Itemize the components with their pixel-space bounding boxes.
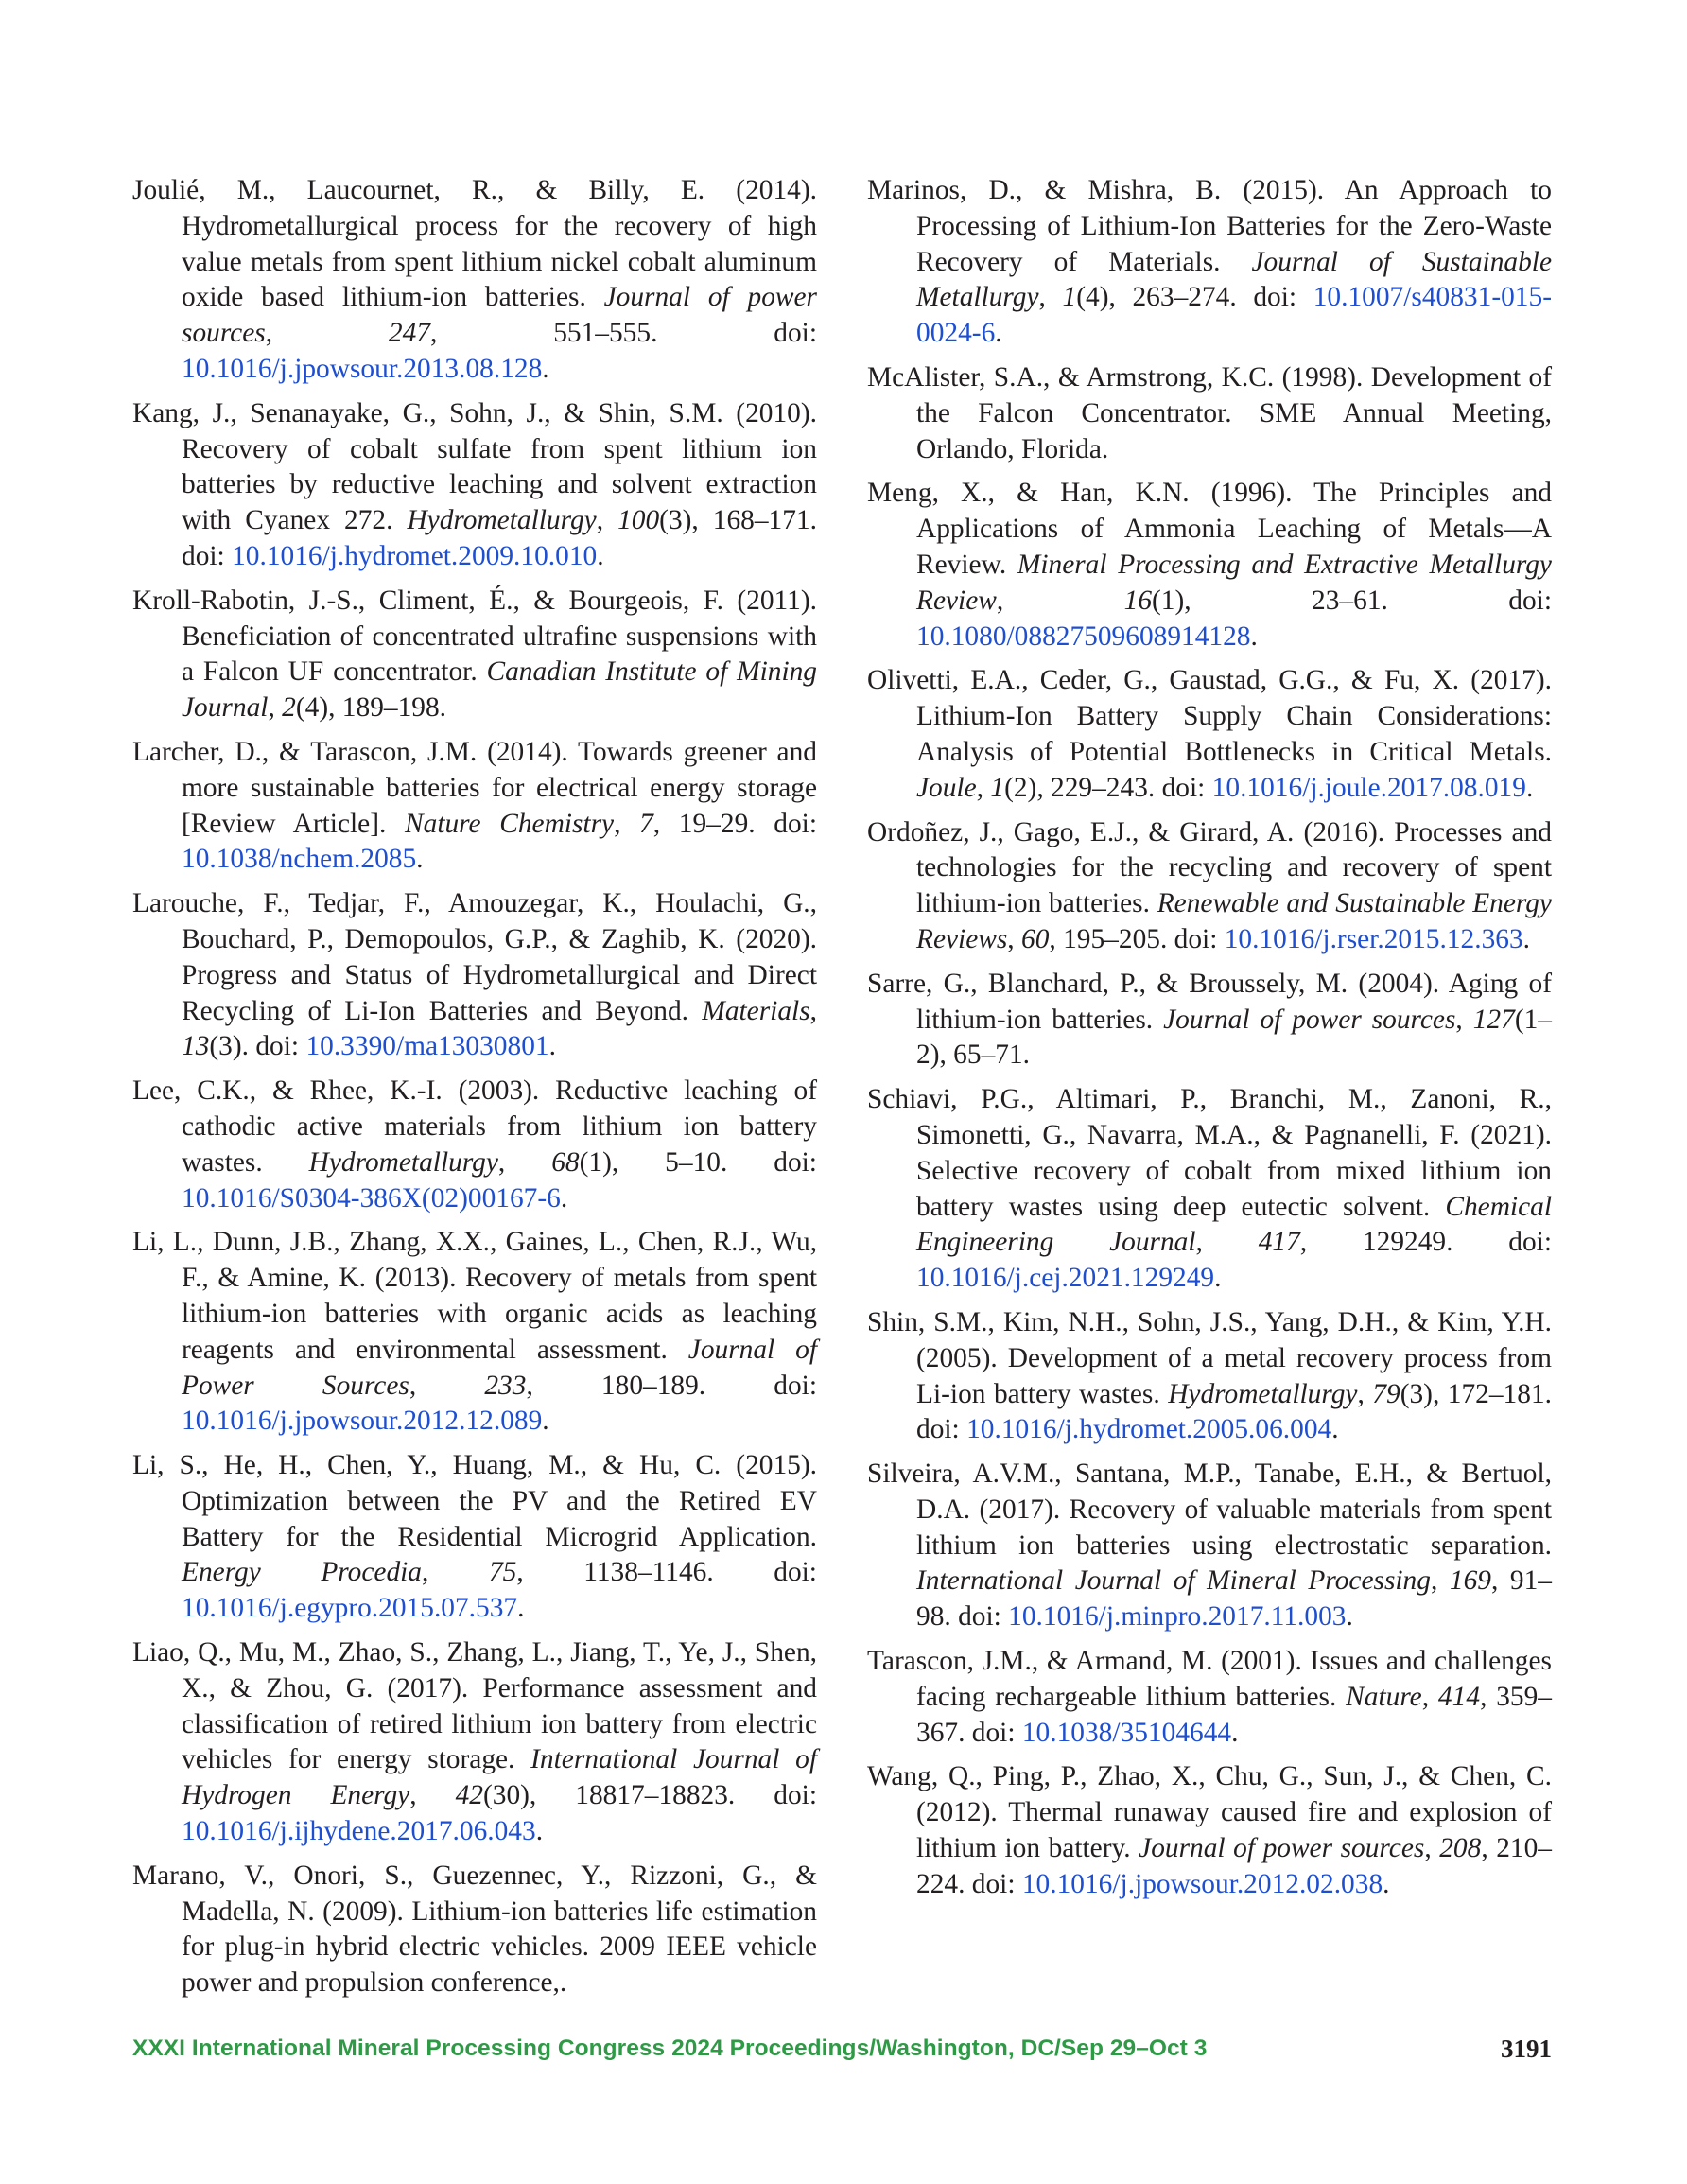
reference-text: Kroll-Rabotin, J.-S., Climent, É., & Bourgeois, F. (2011). Beneficiation of concentrated ultrafine suspensions with a Falcon UF concentrator.	[132, 585, 817, 688]
reference-end: .	[416, 844, 424, 875]
reference-entry	[867, 815, 1552, 958]
reference-end: .	[1331, 1414, 1339, 1445]
reference-end: .	[1525, 772, 1534, 803]
reference-entry	[132, 396, 817, 575]
reference-entry	[867, 476, 1552, 655]
reference-text: Ordoñez, J., Gago, E.J., & Girard, A. (2016). Processes and technologies for the recycling and recovery of spent lithium-ion batteries.	[867, 816, 1552, 919]
reference-entry	[867, 1644, 1552, 1751]
reference-end: .	[995, 318, 1002, 349]
reference-text: Meng, X., & Han, K.N. (1996). The Principles and Applications of Ammonia Leaching of Metals—A Review.	[867, 478, 1552, 580]
reference-text: Larcher, D., & Tarascon, J.M. (2014). Towards greener and more sustainable batteries for electrical energy storage [Review Article].	[132, 736, 817, 839]
reference-volume: 414	[1437, 1681, 1481, 1712]
doi-link[interactable]: 10.1016/j.minpro.2017.11.003	[1008, 1601, 1347, 1633]
reference-end: .	[1383, 1868, 1390, 1899]
reference-details: , 359–367. doi:	[916, 1681, 1552, 1748]
reference-entry	[867, 1082, 1552, 1297]
doi-link[interactable]: 10.1016/j.cej.2021.129249	[916, 1263, 1215, 1294]
reference-entry	[867, 967, 1552, 1074]
reference-end: .	[535, 1816, 544, 1847]
reference-volume: 7	[639, 808, 653, 839]
reference-separator: ,	[1357, 1378, 1373, 1409]
reference-journal: Journal of Sustainable Metallurgy	[916, 246, 1552, 313]
reference-text: Joulié, M., Laucournet, R., & Billy, E. (2014). Hydrometallurgical process for the recovery of high value metals from spent lithium nickel cobalt aluminum oxide based lithium-ion batteries.	[132, 175, 817, 313]
reference-end: .	[1346, 1601, 1353, 1633]
doi-link[interactable]: 10.1016/j.rser.2015.12.363	[1224, 923, 1523, 954]
reference-volume: 16	[1123, 585, 1153, 616]
references-right-column	[867, 173, 1552, 1912]
reference-details: , 180–189. doi:	[526, 1370, 818, 1401]
reference-details: (1), 5–10. doi:	[579, 1146, 817, 1178]
reference-details: (1), 23–61. doi:	[1152, 585, 1552, 616]
reference-volume: 100	[617, 505, 660, 536]
reference-journal: International Journal of Mineral Processing	[916, 1565, 1431, 1597]
reference-entry	[132, 886, 817, 1065]
reference-entry	[867, 173, 1552, 352]
doi-link[interactable]: 10.1016/j.ijhydene.2017.06.043	[182, 1816, 536, 1847]
reference-volume: 1	[990, 772, 1005, 803]
reference-details: (3). doi:	[209, 1031, 306, 1062]
reference-separator: ,	[409, 1780, 456, 1811]
reference-details: (4), 263–274. doi:	[1076, 282, 1313, 313]
reference-journal: Journal of power sources	[1139, 1833, 1425, 1864]
reference-entry	[132, 584, 817, 726]
reference-end: .	[1231, 1717, 1239, 1748]
reference-volume: 60	[1021, 923, 1050, 954]
reference-entry	[867, 1305, 1552, 1448]
doi-link[interactable]: 10.1080/08827509608914128	[916, 620, 1251, 652]
reference-separator: ,	[1421, 1681, 1438, 1712]
reference-text: Li, S., He, H., Chen, Y., Huang, M., & Hu, C. (2015). Optimization between the PV and the Retired EV Battery for the Residential Microgrid Application.	[132, 1450, 817, 1552]
doi-link[interactable]: 10.1038/35104644	[1021, 1717, 1232, 1748]
reference-separator: ,	[1195, 1227, 1259, 1258]
reference-journal: Energy Procedia	[182, 1557, 422, 1588]
doi-link[interactable]: 10.1016/j.joule.2017.08.019	[1211, 772, 1526, 803]
reference-journal: International Journal of Hydrogen Energy	[182, 1744, 817, 1811]
reference-end: .	[1250, 620, 1258, 652]
reference-separator: ,	[409, 1370, 485, 1401]
reference-volume: 169	[1449, 1565, 1491, 1597]
reference-separator: ,	[809, 995, 817, 1026]
reference-journal: Hydrometallurgy	[1168, 1378, 1358, 1409]
reference-text: Tarascon, J.M., & Armand, M. (2001). Issues and challenges facing rechargeable lithium batteries.	[867, 1646, 1552, 1712]
reference-entry	[132, 1635, 817, 1850]
reference-details: , 1138–1146. doi:	[516, 1557, 817, 1588]
reference-volume: 247	[388, 318, 430, 349]
reference-separator: ,	[422, 1557, 489, 1588]
reference-text: Larouche, F., Tedjar, F., Amouzegar, K., Houlachi, G., Bouchard, P., Demopoulos, G.P., & Zaghib, K. (2020). Progress and Status of Hydrometallurgical and Direct Recycling of Li-Ion Batteries and Beyond.	[132, 888, 817, 1026]
reference-text: Wang, Q., Ping, P., Zhao, X., Chu, G., Sun, J., & Chen, C. (2012). Thermal runaway caused fire and explosion of lithium ion battery.	[867, 1761, 1552, 1864]
reference-entry	[132, 735, 817, 878]
reference-separator: ,	[497, 1146, 552, 1178]
footer-conference-title: XXXI International Mineral Processing Congress 2024 Proceedings/Washington, DC/Sep 29–Oct 3	[132, 2035, 1208, 2061]
reference-separator: ,	[596, 505, 618, 536]
page-number: 3191	[1501, 2034, 1552, 2063]
reference-entry	[867, 1759, 1552, 1902]
reference-text: Olivetti, E.A., Ceder, G., Gaustad, G.G., & Fu, X. (2017). Lithium-Ion Battery Supply Chain Considerations: Analysis of Potential Bottlenecks in Critical Metals.	[867, 665, 1552, 767]
reference-journal: Materials	[702, 995, 810, 1026]
reference-entry	[132, 173, 817, 388]
reference-details: , 210–224. doi:	[916, 1833, 1552, 1899]
reference-details: , 19–29. doi:	[652, 808, 818, 839]
reference-volume: 42	[455, 1780, 483, 1811]
reference-details: (3), 168–171. doi:	[182, 505, 817, 571]
doi-link[interactable]: 10.1016/j.jpowsour.2013.08.128	[182, 353, 543, 384]
reference-details: , 129249. doi:	[1299, 1227, 1552, 1258]
reference-text: Marano, V., Onori, S., Guezennec, Y., Rizzoni, G., & Madella, N. (2009). Lithium-ion batteries life estimation for plug-in hybrid electric vehicles. 2009 IEEE vehicle power and propulsion conference,.	[132, 1860, 817, 1999]
reference-separator: ,	[1007, 923, 1021, 954]
reference-volume: 79	[1372, 1378, 1400, 1409]
reference-end: .	[597, 540, 604, 571]
reference-details: , 551–555. doi:	[430, 318, 817, 349]
doi-link[interactable]: 10.1016/j.jpowsour.2012.02.038	[1021, 1868, 1383, 1899]
reference-volume: 233	[484, 1370, 527, 1401]
reference-details: (30), 18817–18823. doi:	[482, 1780, 817, 1811]
reference-entry	[132, 1074, 817, 1216]
reference-volume: 68	[551, 1146, 580, 1178]
reference-journal: Journal of power sources	[1163, 1004, 1456, 1035]
reference-end: .	[548, 1031, 556, 1062]
reference-volume: 1	[1062, 282, 1077, 313]
reference-text: Lee, C.K., & Rhee, K.-I. (2003). Reductive leaching of cathodic active materials from lithium ion battery wastes.	[132, 1075, 817, 1178]
doi-link[interactable]: 10.1016/j.jpowsour.2012.12.089	[182, 1406, 543, 1437]
reference-journal: Nature	[1346, 1681, 1422, 1712]
reference-separator: ,	[1430, 1565, 1450, 1597]
reference-entry	[867, 1457, 1552, 1635]
reference-volume: 75	[488, 1557, 517, 1588]
doi-link[interactable]: 10.1016/j.hydromet.2005.06.004	[966, 1414, 1332, 1445]
doi-link[interactable]: 10.1038/nchem.2085	[182, 844, 417, 875]
doi-link[interactable]: 10.1007/s40831-015-0024-6	[916, 282, 1552, 349]
reference-text: Shin, S.M., Kim, N.H., Sohn, J.S., Yang, D.H., & Kim, Y.H. (2005). Development of a metal recovery process from Li-ion battery wastes.	[867, 1306, 1552, 1409]
reference-text: Sarre, G., Blanchard, P., & Broussely, M. (2004). Aging of lithium-ion batteries.	[867, 968, 1552, 1035]
reference-separator: ,	[1455, 1004, 1473, 1035]
reference-text: Kang, J., Senanayake, G., Sohn, J., & Shin, S.M. (2010). Recovery of cobalt sulfate from spent lithium ion batteries by reductive leaching and solvent extraction with Cyanex 272.	[132, 397, 817, 536]
reference-entry	[132, 1448, 817, 1627]
reference-text: Schiavi, P.G., Altimari, P., Branchi, M., Zanoni, R., Simonetti, G., Navarra, M.A., & Pagnanelli, F. (2021). Selective recovery of cobalt from mixed lithium ion battery wastes using deep eutectic solvent.	[867, 1084, 1552, 1222]
reference-journal: Chemical Engineering Journal	[916, 1191, 1552, 1258]
reference-volume: 127	[1472, 1004, 1515, 1035]
reference-end: .	[517, 1593, 525, 1624]
reference-journal: Hydrometallurgy	[407, 505, 597, 536]
reference-end: .	[542, 353, 549, 384]
reference-details: , 91–98. doi:	[916, 1565, 1552, 1633]
reference-journal: Nature Chemistry	[405, 808, 615, 839]
doi-link[interactable]: 10.3390/ma13030801	[305, 1031, 549, 1062]
reference-details: (4), 189–198.	[295, 692, 447, 724]
reference-entry	[132, 1859, 817, 2001]
reference-end: .	[560, 1182, 568, 1214]
reference-volume: 417	[1258, 1227, 1300, 1258]
reference-separator: ,	[614, 808, 640, 839]
reference-details: (1–2), 65–71.	[916, 1004, 1553, 1071]
reference-end: .	[542, 1406, 549, 1437]
reference-separator: ,	[268, 692, 283, 724]
reference-text: Marinos, D., & Mishra, B. (2015). An Approach to Processing of Lithium-Ion Batteries for the Zero-Waste Recovery of Materials.	[867, 175, 1552, 277]
reference-separator: ,	[976, 772, 991, 803]
doi-link[interactable]: 10.1016/j.hydromet.2009.10.010	[232, 540, 598, 571]
reference-details: (3), 172–181. doi:	[916, 1378, 1552, 1445]
reference-journal: Renewable and Sustainable Energy Reviews	[916, 888, 1552, 954]
reference-volume: 2	[282, 692, 296, 724]
reference-journal: Hydrometallurgy	[308, 1146, 498, 1178]
reference-separator: ,	[265, 318, 389, 349]
reference-journal: Journal of power sources	[182, 282, 817, 349]
reference-text: Liao, Q., Mu, M., Zhao, S., Zhang, L., Jiang, T., Ye, J., Shen, X., & Zhou, G. (2017). Performance assessment and classification of retired lithium ion battery from electric vehicles for energy storage.	[132, 1637, 817, 1775]
reference-journal: Canadian Institute of Mining Journal	[182, 656, 817, 724]
reference-text: Silveira, A.V.M., Santana, M.P., Tanabe, E.H., & Bertuol, D.A. (2017). Recovery of valuable materials from spent lithium ion batteries using electrostatic separation.	[867, 1459, 1552, 1561]
reference-journal: Journal of Power Sources	[182, 1334, 817, 1401]
reference-volume: 208	[1439, 1833, 1482, 1864]
reference-separator: ,	[1424, 1833, 1440, 1864]
doi-link[interactable]: 10.1016/S0304-386X(02)00167-6	[182, 1182, 561, 1214]
reference-text: McAlister, S.A., & Armstrong, K.C. (1998). Development of the Falcon Concentrator. SME Annual Meeting, Orlando, Florida.	[867, 361, 1552, 464]
reference-journal: Mineral Processing and Extractive Metallurgy Review	[916, 549, 1552, 616]
reference-entry	[867, 663, 1552, 806]
doi-link[interactable]: 10.1016/j.egypro.2015.07.537	[182, 1593, 518, 1624]
reference-end: .	[1214, 1263, 1222, 1294]
reference-journal: Joule	[916, 772, 977, 803]
reference-text: Li, L., Dunn, J.B., Zhang, X.X., Gaines, L., Chen, R.J., Wu, F., & Amine, K. (2013). Recovery of metals from spent lithium-ion batteries with organic acids as leaching reagents and environmental assessment.	[132, 1227, 817, 1365]
reference-volume: 13	[182, 1031, 210, 1062]
reference-end: .	[1522, 923, 1531, 954]
reference-details: , 195–205. doi:	[1049, 923, 1225, 954]
reference-details: (2), 229–243. doi:	[1004, 772, 1212, 803]
reference-entry	[132, 1225, 817, 1440]
references-left-column	[132, 173, 817, 2010]
reference-separator: ,	[1038, 282, 1063, 313]
page-footer	[132, 2030, 1552, 2068]
reference-entry	[867, 360, 1552, 467]
reference-separator: ,	[996, 585, 1124, 616]
